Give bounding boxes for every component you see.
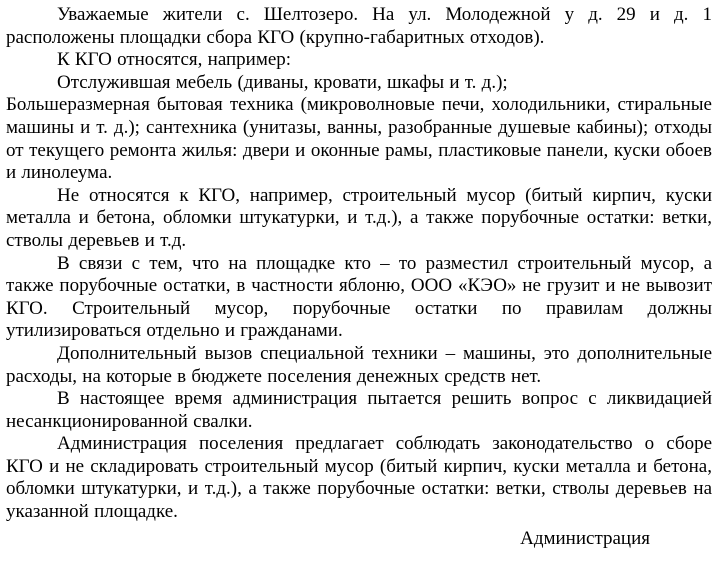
paragraph-situation: В связи с тем, что на площадке кто – то разместил строительный мусор, а также порубочные остатки, в частности яблоню, ООО «КЭО» не грузит и не вывозит КГО. Строительный мусор, порубочные остатки по правилам должны утилизироваться отдельно и гражданами. [6, 252, 712, 342]
paragraph-current-efforts: В настоящее время администрация пытается решить вопрос с ликвидацией несанкционированной свалки. [6, 388, 712, 432]
paragraph-kgo-intro: К КГО относятся, например: [57, 49, 292, 71]
paragraph-request: Администрация поселения предлагает соблюдать законодательство о сборе КГО и не складировать строительный мусор (битый кирпич, куски металла и бетона, обломки штукатурки, и т.д.), а также порубочные остатки: ветки, стволы деревьев на указанной площадке. [6, 433, 712, 523]
paragraph-appliances: Большеразмерная бытовая техника (микроволновые печи, холодильники, стиральные машины и т. д.); сантехника (унитазы, ванны, разобранные душевые кабины); отходы от текущего ремонта жилья: двери и оконные рамы, пластиковые панели, куски обоев и линолеума. [6, 94, 712, 184]
paragraph-furniture: Отслужившая мебель (диваны, кровати, шкафы и т. д.); [57, 71, 508, 93]
paragraph-not-kgo: Не относятся к КГО, например, строительный мусор (битый кирпич, куски металла и бетона, обломки штукатурки, и т.д.), а также порубочные остатки: ветки, стволы деревьев и т.д. [6, 184, 712, 251]
paragraph-extra-costs: Дополнительный вызов специальной техники – машины, это дополнительные расходы, на которые в бюджете поселения денежных средств нет. [6, 342, 712, 387]
paragraph-greeting: Уважаемые жители с. Шелтозеро. На ул. Молодежной у д. 29 и д. 1 расположены площадки сбора КГО (крупно-габаритных отходов). [6, 4, 712, 48]
signature: Администрация [520, 527, 650, 549]
